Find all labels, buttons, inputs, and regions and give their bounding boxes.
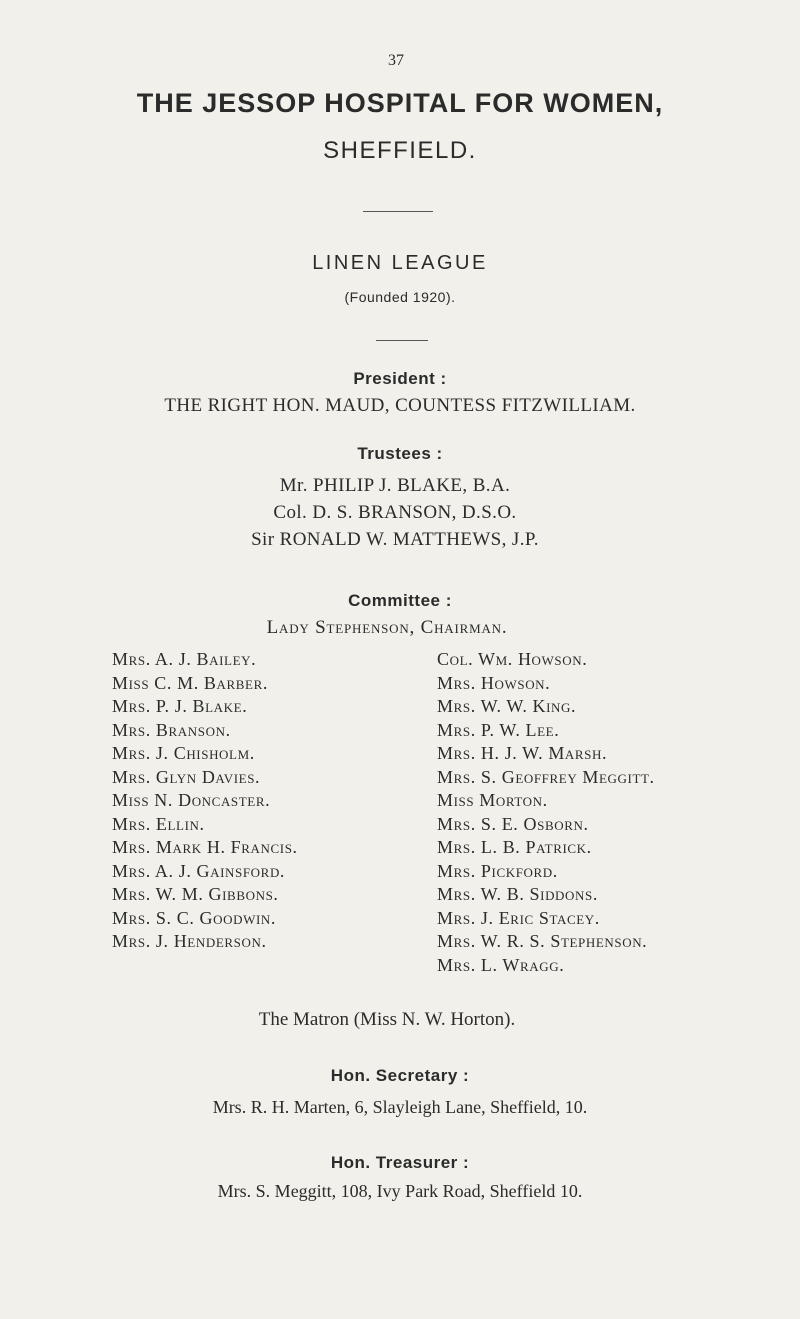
committee-chairman: Lady Stephenson, Chairman.	[266, 617, 508, 638]
committee-member: Mrs. J. Henderson.	[112, 931, 267, 951]
committee-member: Mrs. S. E. Osborn.	[437, 813, 589, 834]
trustee-name: Col. D. S. BRANSON, D.S.O.	[273, 502, 517, 523]
committee-member: Mrs. Glyn Davies.	[112, 766, 261, 787]
committee-member: Miss N. Doncaster.	[112, 790, 271, 810]
committee-member: Mrs. Ellin.	[112, 813, 205, 834]
committee-member: Mrs. J. Eric Stacey.	[437, 907, 600, 928]
committee-member: Mrs. Pickford.	[437, 860, 558, 881]
committee-right-column	[437, 648, 655, 977]
secretary-detail: Mrs. R. H. Marten, 6, Slayleigh Lane, Sheffield, 10.	[212, 1097, 588, 1117]
treasurer-detail: Mrs. S. Meggitt, 108, Ivy Park Road, Sheffield 10.	[217, 1181, 583, 1201]
committee-member: Miss C. M. Barber.	[112, 672, 268, 693]
committee-member: Mrs. W. M. Gibbons.	[112, 884, 279, 904]
committee-member: Mrs. Branson.	[112, 719, 231, 740]
president-heading: President :	[353, 369, 447, 388]
committee-member: Mrs. W. B. Siddons.	[437, 884, 598, 904]
trustee-name: Mr. PHILIP J. BLAKE, B.A.	[279, 475, 511, 496]
committee-member: Mrs. L. B. Patrick.	[437, 837, 592, 857]
committee-member: Mrs. W. R. S. Stephenson.	[437, 931, 648, 951]
committee-heading: Committee :	[348, 591, 452, 610]
matron-text: The Matron (Miss N. W. Horton).	[258, 1009, 516, 1030]
treasurer-heading: Hon. Treasurer :	[330, 1153, 470, 1172]
committee-member: Mrs. S. C. Goodwin.	[112, 907, 276, 928]
committee-member: Mrs. A. J. Bailey.	[112, 649, 257, 669]
committee-member: Mrs. W. W. King.	[437, 696, 577, 716]
committee-member: Mrs. P. J. Blake.	[112, 696, 248, 716]
committee-member: Mrs. J. Chisholm.	[112, 743, 255, 763]
committee-member: Mrs. P. W. Lee.	[437, 719, 560, 740]
committee-member: Mrs. H. J. W. Marsh.	[437, 743, 608, 763]
committee-member: Mrs. S. Geoffrey Meggitt.	[437, 766, 655, 787]
committee-member: Mrs. A. J. Gainsford.	[112, 860, 286, 881]
committee-member: Col. Wm. Howson.	[437, 649, 588, 669]
page-title: THE JESSOP HOSPITAL FOR WOMEN,	[136, 88, 664, 118]
committee-member: Mrs. L. Wragg.	[437, 954, 565, 975]
secretary-heading: Hon. Secretary :	[330, 1066, 470, 1085]
trustee-name: Sir RONALD W. MATTHEWS, J.P.	[251, 529, 539, 550]
league-title: LINEN LEAGUE	[312, 252, 488, 274]
divider	[363, 211, 433, 212]
committee-member: Mrs. Howson.	[437, 672, 551, 693]
trustees-heading: Trustees :	[357, 444, 443, 463]
founded-date: (Founded 1920).	[344, 289, 456, 305]
page-number: 37	[388, 52, 404, 69]
president-name: THE RIGHT HON. MAUD, COUNTESS FITZWILLIAM.	[164, 395, 636, 416]
committee-member: Mrs. Mark H. Francis.	[112, 837, 298, 857]
divider	[376, 340, 428, 341]
matron	[0, 1009, 787, 1031]
committee-left-column	[112, 648, 298, 954]
committee-member: Miss Morton.	[437, 790, 548, 810]
page-subtitle: SHEFFIELD.	[323, 137, 477, 164]
